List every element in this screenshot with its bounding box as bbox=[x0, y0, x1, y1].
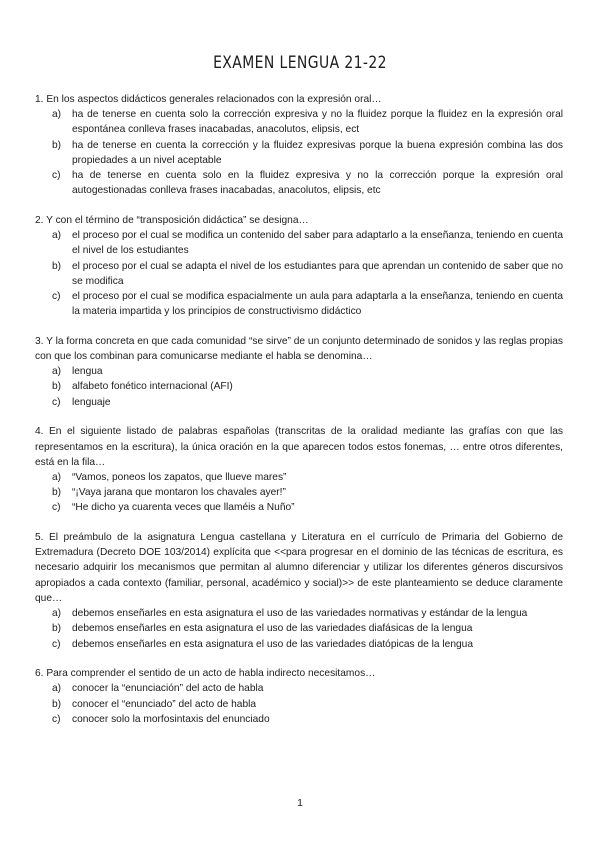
page-number: 1 bbox=[297, 797, 303, 809]
option-letter: a) bbox=[52, 471, 62, 483]
option-list bbox=[35, 364, 563, 410]
exam-title: EXAMEN LENGUA 21-22 bbox=[213, 53, 387, 73]
option-text: debemos enseñarles en esta asignatura el uso de las variedades diafásicas de la lengua bbox=[72, 623, 473, 635]
question-list bbox=[35, 92, 563, 742]
option-text: conocer solo la morfosintaxis del enunciado bbox=[72, 713, 270, 725]
question-2 bbox=[35, 213, 563, 319]
option-b bbox=[35, 697, 563, 712]
option-c bbox=[35, 712, 563, 727]
option-a bbox=[35, 606, 563, 621]
option-c bbox=[35, 289, 563, 319]
option-letter: a) bbox=[52, 683, 62, 695]
option-text: conocer el “enunciado” del acto de habla bbox=[72, 698, 257, 710]
option-letter: b) bbox=[52, 698, 62, 710]
option-c bbox=[35, 500, 563, 515]
option-list bbox=[35, 228, 563, 319]
option-b bbox=[35, 379, 563, 394]
option-list bbox=[35, 470, 563, 516]
question-1 bbox=[35, 92, 563, 198]
option-b bbox=[35, 138, 563, 168]
option-list bbox=[35, 107, 563, 198]
option-letter: c) bbox=[52, 170, 61, 182]
option-a bbox=[35, 228, 563, 258]
option-text: “¡Vaya jarana que montaron los chavales ayer!” bbox=[72, 487, 286, 499]
option-letter: a) bbox=[52, 230, 62, 242]
option-a bbox=[35, 107, 563, 137]
option-text: lenguaje bbox=[72, 396, 111, 408]
question-text: 4. En el siguiente listado de palabras españolas (transcritas de la oralidad mediante las grafías con que las representamos en la escritura), la única oración en la que aparecen todos estos fonemas, … entre otros diferentes, está en la fila… bbox=[35, 426, 563, 468]
option-a bbox=[35, 681, 563, 696]
option-list bbox=[35, 681, 563, 727]
question-3 bbox=[35, 334, 563, 410]
question-text: 6. Para comprender el sentido de un acto de habla indirecto necesitamos… bbox=[35, 668, 376, 680]
option-text: el proceso por el cual se modifica un contenido del saber para adaptarlo a la enseñanza, teniendo en cuenta el nivel de los estudiantes bbox=[72, 230, 563, 257]
option-text: el proceso por el cual se modifica espacialmente un aula para adaptarla a la enseñanza, teniendo en cuenta la materia impartida y los principios de constructivismo didáctico bbox=[72, 290, 563, 318]
question-text: 5. El preámbulo de la asignatura Lengua castellana y Literatura en el currículo de Primaria del Gobierno de Extremadura (Decreto DOE 103/2014) explícita que <<para progresar en el dominio de las técnicas de escritura, es necesario adquirir los mecanismos que permitan al alumno diferenciar y utilizar los diferentes géneros discursivos apropiados a cada contexto (familiar, personal, académico y social)>> de este planteamiento se deduce claramente que… bbox=[35, 532, 563, 604]
option-letter: a) bbox=[52, 109, 62, 121]
option-c bbox=[35, 395, 563, 410]
option-letter: a) bbox=[52, 608, 62, 620]
option-text: “He dicho ya cuarenta veces que llaméis a Nuño” bbox=[72, 502, 295, 514]
option-b bbox=[35, 621, 563, 636]
option-text: ha de tenerse en cuenta solo la corrección expresiva y no la fluidez porque la fluidez en la expresión oral espontánea conlleva frases inacabadas, anacolutos, elipsis, ect bbox=[72, 109, 563, 136]
option-b bbox=[35, 485, 563, 500]
question-text: 3. Y la forma concreta en que cada comunidad “se sirve” de un conjunto determinado de sonidos y las reglas propias con que los combinan para comunicarse mediante el habla se denomina… bbox=[35, 335, 563, 363]
question-6 bbox=[35, 666, 563, 727]
question-4 bbox=[35, 424, 563, 515]
option-letter: c) bbox=[52, 638, 61, 650]
option-text: alfabeto fonético internacional (AFI) bbox=[72, 381, 233, 393]
option-letter: c) bbox=[52, 396, 61, 408]
option-letter: b) bbox=[52, 260, 62, 272]
option-c bbox=[35, 168, 563, 198]
option-text: ha de tenerse en cuenta la corrección y la fluidez expresivas porque la buena expresión combina las dos propiedades a un nivel aceptable bbox=[72, 139, 563, 166]
option-letter: b) bbox=[52, 139, 62, 151]
option-letter: b) bbox=[52, 487, 62, 499]
option-a bbox=[35, 364, 563, 379]
option-letter: c) bbox=[52, 502, 61, 514]
option-letter: b) bbox=[52, 381, 62, 393]
option-text: lengua bbox=[72, 366, 103, 378]
option-c bbox=[35, 637, 563, 652]
option-text: conocer la “enunciación” del acto de habla bbox=[72, 683, 264, 695]
option-letter: c) bbox=[52, 713, 61, 725]
option-text: “Vamos, poneos los zapatos, que llueve mares” bbox=[72, 471, 287, 483]
option-text: ha de tenerse en cuenta solo en la fluidez expresiva y no la corrección porque la expresión oral autogestionadas conlleva frases inacabadas, anacolutos, elipsis, etc bbox=[72, 170, 563, 197]
option-text: debemos enseñarles en esta asignatura el uso de las variedades normativas y estándar de la lengua bbox=[72, 608, 528, 620]
question-text: 2. Y con el término de “transposición didáctica” se designa… bbox=[35, 214, 309, 226]
option-b bbox=[35, 259, 563, 289]
option-letter: c) bbox=[52, 290, 61, 302]
option-list bbox=[35, 606, 563, 652]
option-a bbox=[35, 470, 563, 485]
option-letter: a) bbox=[52, 366, 62, 378]
option-text: debemos enseñarles en esta asignatura el uso de las variedades diatópicas de la lengua bbox=[72, 638, 473, 650]
option-letter: b) bbox=[52, 623, 62, 635]
question-text: 1. En los aspectos didácticos generales relacionados con la expresión oral… bbox=[35, 94, 382, 105]
option-text: el proceso por el cual se adapta el nivel de los estudiantes para que aprendan un contenido de saber que no se modifica bbox=[72, 260, 563, 287]
question-5 bbox=[35, 530, 563, 652]
